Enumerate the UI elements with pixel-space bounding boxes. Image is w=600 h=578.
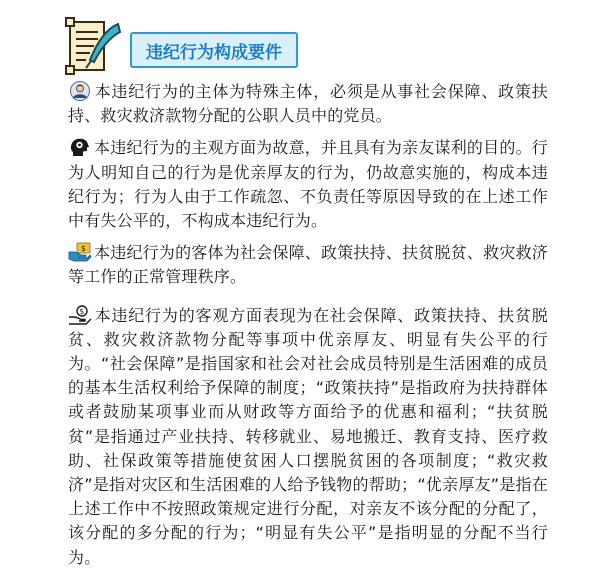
svg-text:$: $ <box>80 244 87 254</box>
document-quill-icon <box>58 14 122 76</box>
section-title: 违纪行为构成要件 <box>130 32 298 68</box>
section-header <box>58 14 358 76</box>
paragraph-objective: $ 本违纪行为的客观方面表现为在社会保障、政策扶持、扶贫脱贫、救灾救济款物分配等事项中优亲厚友、明显有失公平的行为。“社会保障”是指国家和社会对社会成员特别是生活困难的成员的基本生活权利给予保障的制度；“政策扶持”是指政府为扶持群体或者鼓励某项事业而从财政等方面给予的优惠和福利；“扶贫脱贫”是指通过产业扶持、转移就业、易地搬迁、教育支持、医疗救助、社保政策等措施使贫困人口摆脱贫困的各项制度；“救灾救济”是指对灾区和生活困难的人给予钱物的帮助；“优亲厚友”是指在上述工作中不按照政策规定进行分配，对亲友不该分配的分配了，该分配的多分配的行为；“明显有失公平”是指明显的分配不当行为。 <box>68 305 548 567</box>
content-body <box>68 80 548 578</box>
paragraph-subjective: 本违纪行为的主观方面为故意，并且具有为亲友谋利的目的。行为人明知自己的行为是优亲厚友的行为，仍故意实施的，构成本违纪行为；行为人由于工作疏忽、不负责任等原因导致的在上述工作中有失公平的，不构成本违纪行为。 <box>68 138 548 231</box>
paragraph-subject: 本违纪行为的主体为特殊主体，必须是从事社会保障、政策扶持、救灾救济款物分配的公职人员中的党员。 <box>68 82 548 126</box>
person-icon <box>68 81 92 101</box>
head-gear-icon <box>68 137 92 157</box>
svg-text:$: $ <box>79 306 85 316</box>
hand-money-icon <box>68 242 92 262</box>
paragraph-object: $ 本违纪行为的客体为社会保障、政策扶持、扶贫脱贫、救灾救济等工作的正常管理秩序。 <box>68 243 548 287</box>
hand-coin-icon <box>68 305 92 325</box>
